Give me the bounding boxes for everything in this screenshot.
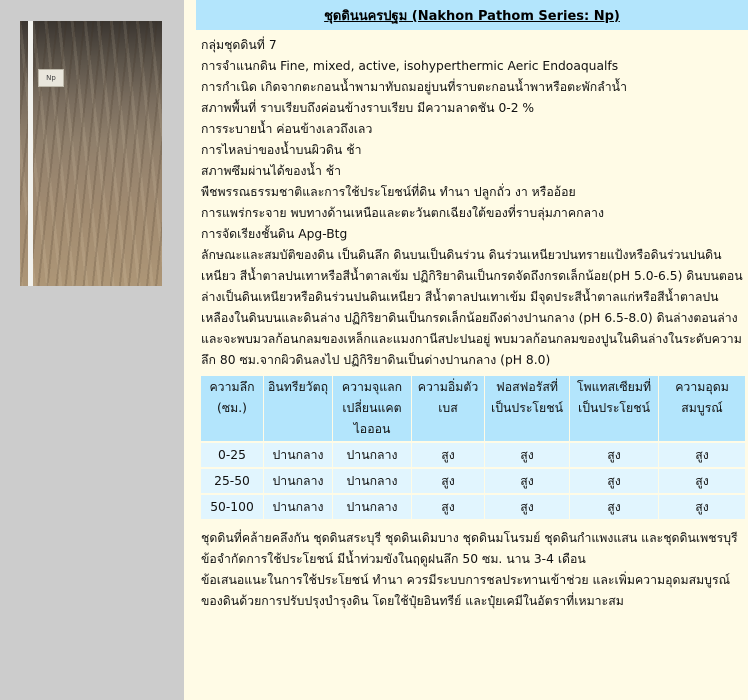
- horizon-sequence: การจัดเรียงชั้นดิน Apg-Btg: [201, 227, 348, 241]
- header-phosphorus: ฟอสฟอรัสที่เป็นประโยชน์: [485, 376, 570, 443]
- header-potassium: โพแทสเซียมที่เป็นประโยชน์: [570, 376, 659, 443]
- table-header-row: [201, 376, 745, 443]
- cell-potassium: สูง: [570, 469, 659, 495]
- similar-series: ชุดดินที่คล้ายคลึงกัน ชุดดินสระบุรี ชุดดินเดิมบาง ชุดดินมโนรมย์ ชุดดินกำแพงแสน และชุดดินเพชรบุรี: [201, 531, 738, 545]
- origin: การกำเนิด เกิดจากตะกอนน้ำพามาทับถมอยู่บนที่ราบตะกอนน้ำพาหรือตะพักลำน้ำ: [201, 80, 627, 94]
- cell-base-saturation: สูง: [412, 495, 485, 521]
- cell-fertility: สูง: [659, 443, 745, 469]
- cell-phosphorus: สูง: [485, 495, 570, 521]
- header-organic-matter: อินทรียวัตถุ: [264, 376, 333, 443]
- cell-phosphorus: สูง: [485, 469, 570, 495]
- page-title: ชุดดินนครปฐม (Nakhon Pathom Series: Np): [324, 8, 620, 24]
- left-panel: [0, 0, 184, 700]
- permeability: สภาพซึมผ่านได้ของน้ำ ช้า: [201, 164, 342, 178]
- cell-depth: 25-50: [201, 469, 264, 495]
- classification: การจำแนกดิน Fine, mixed, active, isohyperthermic Aeric Endoaqualfs: [201, 59, 619, 73]
- cell-cec: ปานกลาง: [333, 495, 412, 521]
- cell-organic-matter: ปานกลาง: [264, 495, 333, 521]
- land-use-limitation: ข้อจำกัดการใช้ประโยชน์ มีน้ำท่วมขังในฤดูฝนลึก 50 ซม. นาน 3-4 เดือน: [201, 552, 586, 566]
- cell-cec: ปานกลาง: [333, 469, 412, 495]
- header-fertility: ความอุดมสมบูรณ์: [659, 376, 745, 443]
- cell-depth: 50-100: [201, 495, 264, 521]
- cell-potassium: สูง: [570, 495, 659, 521]
- vegetation-land-use: พืชพรรณธรรมชาติและการใช้ประโยชน์ที่ดิน ทำนา ปลูกถั่ว งา หรืออ้อย: [201, 185, 576, 199]
- table-row: [201, 495, 745, 521]
- table-row: [201, 469, 745, 495]
- photo-tag: Np: [38, 69, 64, 87]
- title-bar: [196, 0, 748, 30]
- drainage: การระบายน้ำ ค่อนข้างเลวถึงเลว: [201, 122, 373, 136]
- content: [201, 35, 746, 612]
- topography: สภาพพื้นที่ ราบเรียบถึงค่อนข้างราบเรียบ มีความลาดชัน 0-2 %: [201, 101, 535, 115]
- distribution: การแพร่กระจาย พบทางด้านเหนือและตะวันตกเฉียงใต้ของที่ราบลุ่มภาคกลาง: [201, 206, 604, 220]
- header-base-saturation: ความอิ่มตัวเบส: [412, 376, 485, 443]
- recommendation: ข้อเสนอแนะในการใช้ประโยชน์ ทำนา ควรมีระบบการชลประทานเข้าช่วย และเพิ่มความอุดมสมบูรณ์ของดินด้วยการปรับปรุงบำรุงดิน โดยใช้ปุ๋ยอินทรีย์ และปุ๋ยเคมีในอัตราที่เหมาะสม: [201, 573, 730, 608]
- cell-potassium: สูง: [570, 443, 659, 469]
- fertility-table: [201, 376, 745, 521]
- table-row: [201, 443, 745, 469]
- cell-depth: 0-25: [201, 443, 264, 469]
- cell-base-saturation: สูง: [412, 469, 485, 495]
- cell-cec: ปานกลาง: [333, 443, 412, 469]
- runoff: การไหลบ่าของน้ำบนผิวดิน ช้า: [201, 143, 362, 157]
- soil-profile-photo: [20, 21, 162, 286]
- soil-group: กลุ่มชุดดินที่ 7: [201, 38, 277, 52]
- cell-base-saturation: สูง: [412, 443, 485, 469]
- cell-fertility: สูง: [659, 469, 745, 495]
- measuring-tape: [28, 21, 33, 286]
- cell-organic-matter: ปานกลาง: [264, 443, 333, 469]
- cell-phosphorus: สูง: [485, 443, 570, 469]
- main-content: [184, 0, 748, 700]
- cell-organic-matter: ปานกลาง: [264, 469, 333, 495]
- header-cec: ความจุแลกเปลี่ยนแคตไอออน: [333, 376, 412, 443]
- soil-characteristics: ลักษณะและสมบัติของดิน เป็นดินลึก ดินบนเป็นดินร่วน ดินร่วนเหนียวปนทรายแป้งหรือดินร่วนปนดินเหนียว สีน้ำตาลปนเทาหรือสีน้ำตาลเข้ม ปฏิกิริยาดินเป็นกรดจัดถึงกรดเล็กน้อย(pH 5.0-6.5) ดินบนตอนล่างเป็นดินเหนียวหรือดินร่วนปนดินเหนียว สีน้ำตาลปนเทาเข้ม มีจุดประสีน้ำตาลแก่หรือสีน้ำตาลปนเหลืองในดินบนและดินล่าง ปฏิกิริยาดินเป็นกรดเล็กน้อยถึงด่างปานกลาง (pH 6.5-8.0) ดินล่างตอนล่าง และจะพบมวลก้อนกลมของเหล็กและแมงกานีสปะปนอยู่ พบมวลก้อนกลมของปูนในดินล่างในระดับความลึก 80 ซม.จากผิวดินลงไป ปฏิกิริยาดินเป็นด่างปานกลาง (pH 8.0): [201, 248, 743, 367]
- cell-fertility: สูง: [659, 495, 745, 521]
- header-depth: ความลึก (ซม.): [201, 376, 264, 443]
